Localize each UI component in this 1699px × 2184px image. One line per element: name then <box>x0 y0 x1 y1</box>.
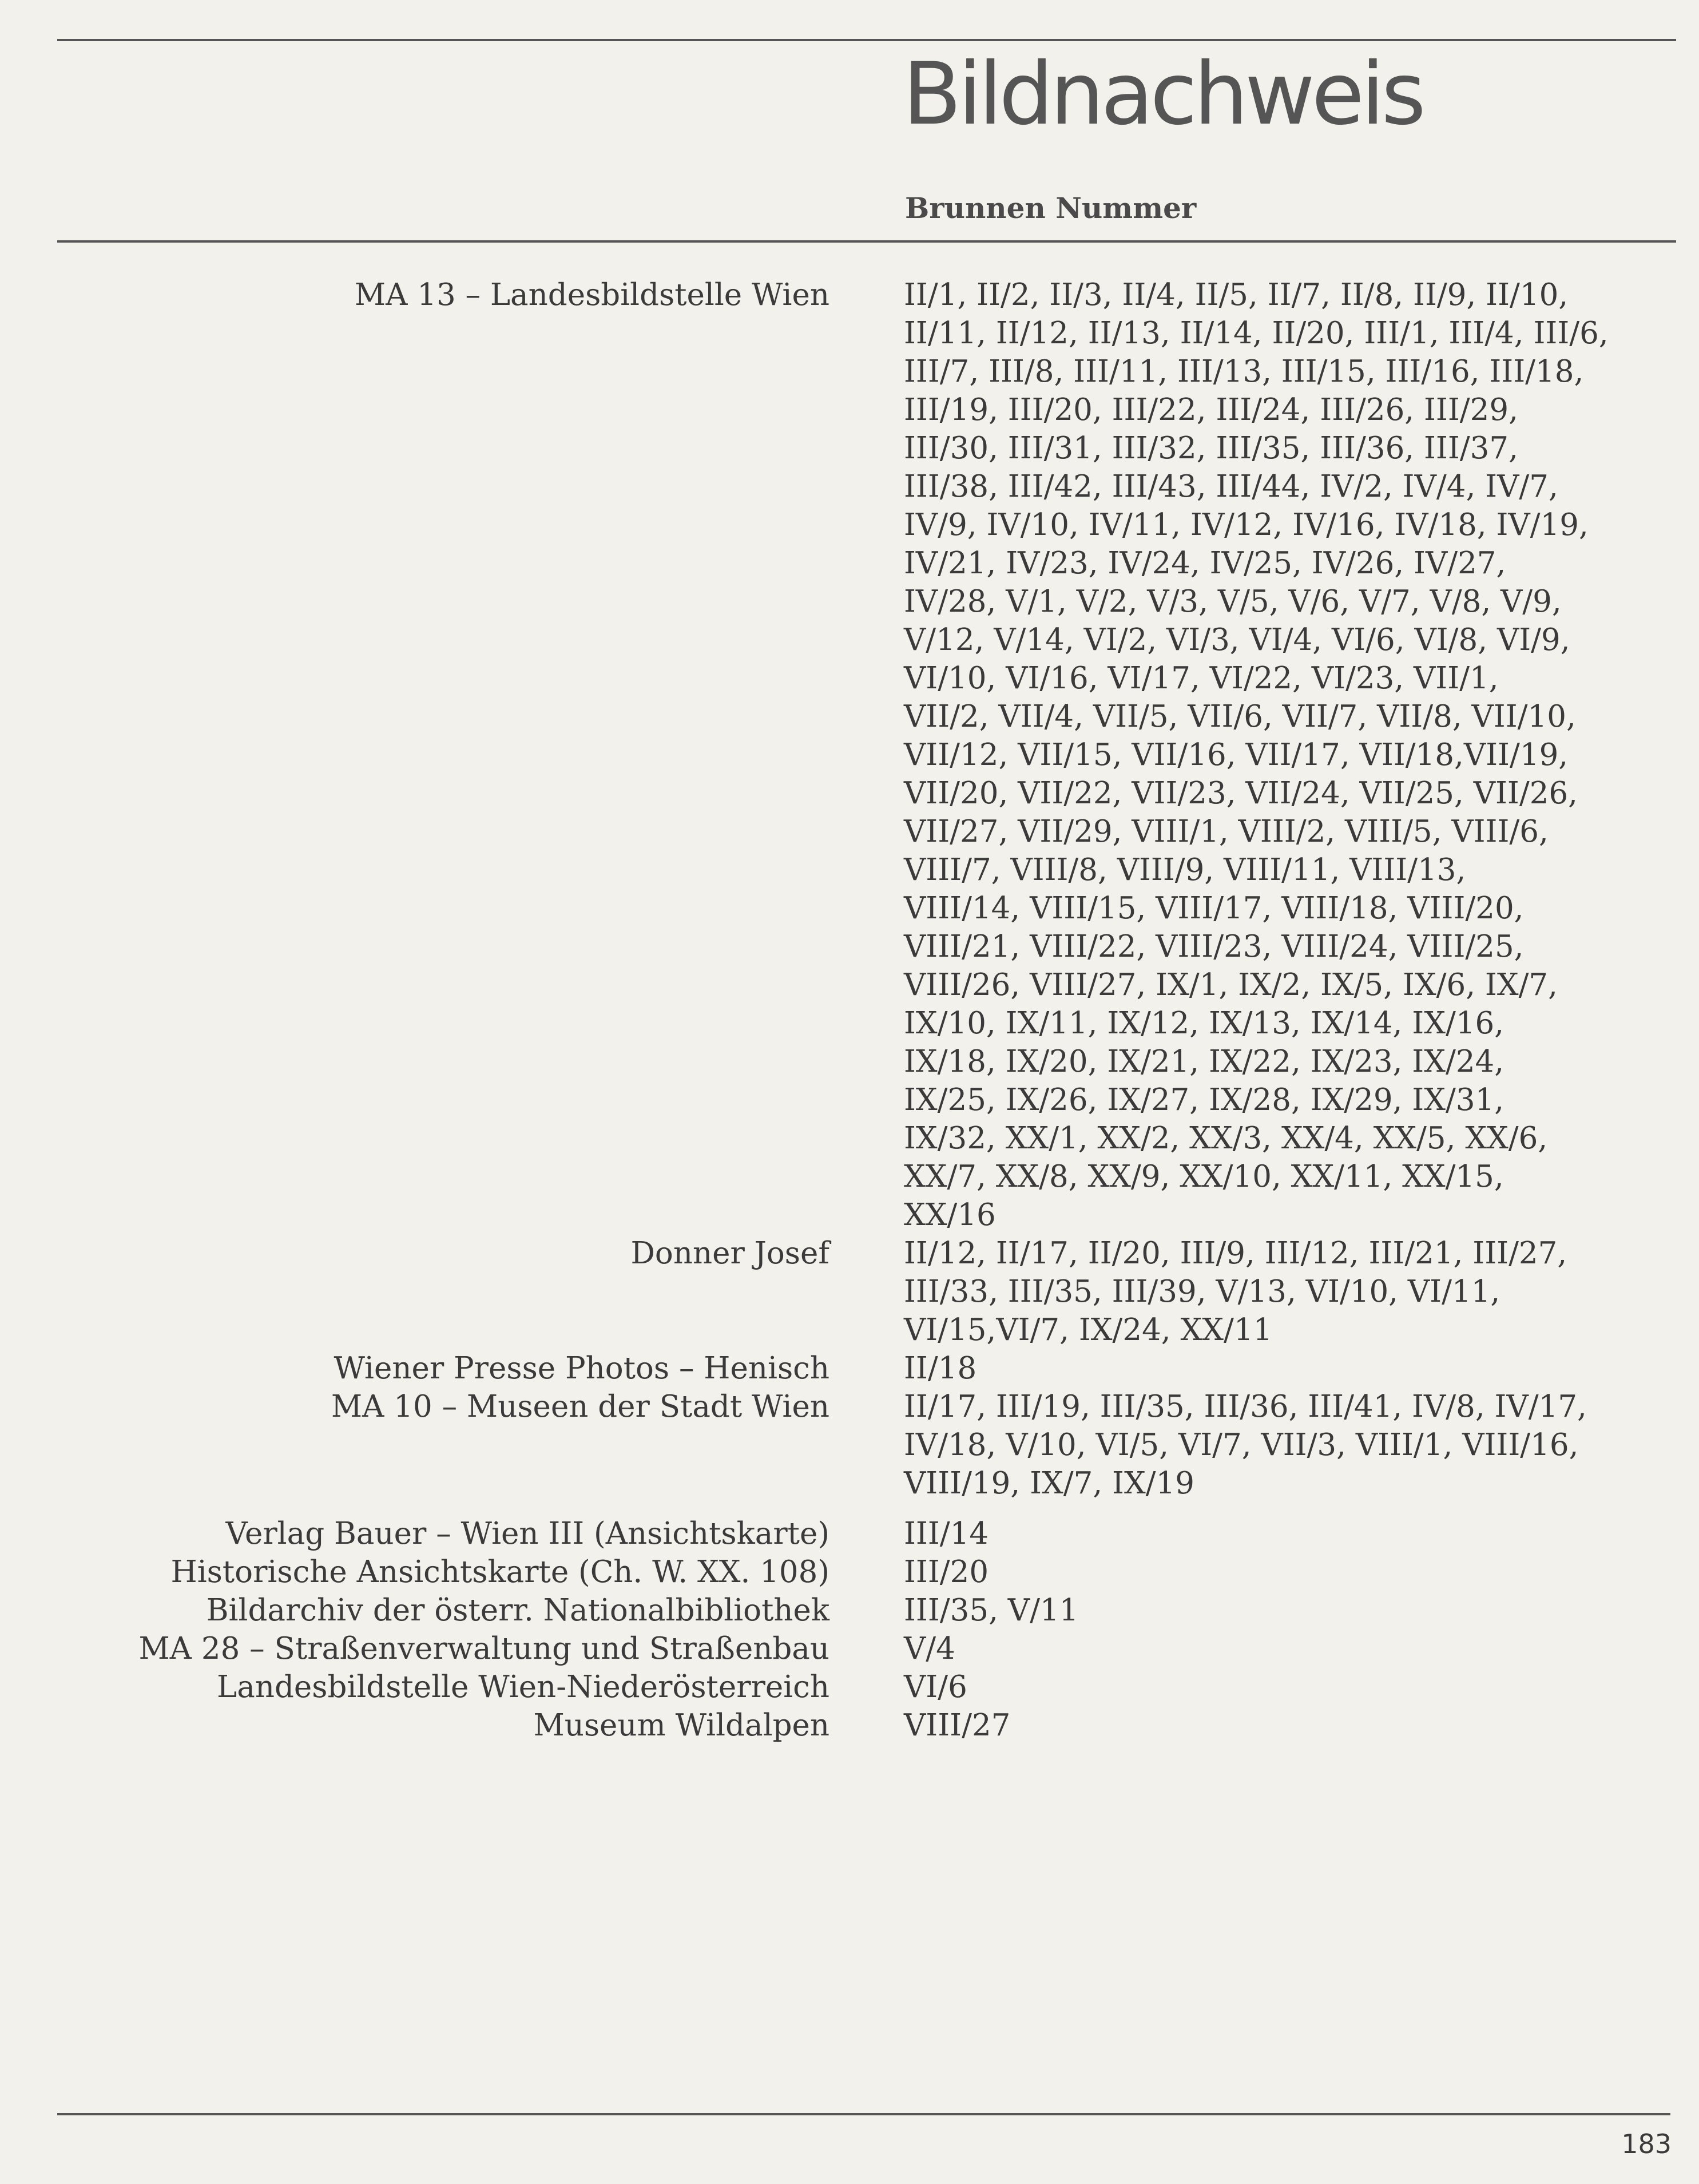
fountain-numbers-line: II/1, II/2, II/3, II/4, II/5, II/7, II/8, II/9, II/10, <box>904 278 1569 312</box>
fountain-numbers-line: III/38, III/42, III/43, III/44, IV/2, IV/4, IV/7, <box>904 469 1558 504</box>
column-header: Brunnen Nummer <box>905 191 1197 225</box>
fountain-numbers-line: VIII/7, VIII/8, VIII/9, VIII/11, VIII/13, <box>904 853 1466 887</box>
fountain-numbers-line: IX/10, IX/11, IX/12, IX/13, IX/14, IX/16, <box>904 1006 1505 1041</box>
fountain-numbers-line: V/12, V/14, VI/2, VI/3, VI/4, VI/6, VI/8, VI/9, <box>904 623 1570 657</box>
credit-source: MA 10 – Museen der Stadt Wien <box>331 1389 829 1424</box>
fountain-numbers-line: III/7, III/8, III/11, III/13, III/15, III/16, III/18, <box>904 354 1584 389</box>
fountain-numbers-line: VI/10, VI/16, VI/17, VI/22, VI/23, VII/1, <box>904 661 1499 696</box>
fountain-numbers-line: VII/20, VII/22, VII/23, VII/24, VII/25, VII/26, <box>904 776 1578 811</box>
fountain-numbers-line: III/20 <box>904 1555 989 1590</box>
credit-source: MA 28 – Straßenverwaltung und Straßenbau <box>138 1631 829 1666</box>
fountain-numbers-line: VI/15,VI/7, IX/24, XX/11 <box>904 1313 1273 1347</box>
fountain-numbers-line: IV/21, IV/23, IV/24, IV/25, IV/26, IV/27, <box>904 546 1506 581</box>
fountain-numbers-line: VIII/26, VIII/27, IX/1, IX/2, IX/5, IX/6, IX/7, <box>904 968 1558 1002</box>
fountain-numbers-line: IV/28, V/1, V/2, V/3, V/5, V/6, V/7, V/8, V/9, <box>904 584 1562 619</box>
credit-source: Verlag Bauer – Wien III (Ansichtskarte) <box>225 1516 829 1551</box>
fountain-numbers-line: VI/6 <box>904 1670 967 1705</box>
page-title: Bildnachweis <box>903 45 1423 144</box>
fountain-numbers <box>904 1515 1682 1553</box>
fountain-numbers-line: XX/7, XX/8, XX/9, XX/10, XX/11, XX/15, <box>904 1159 1504 1194</box>
fountain-numbers-line: VII/12, VII/15, VII/16, VII/17, VII/18,VII/19, <box>904 738 1569 772</box>
fountain-numbers-line: XX/16 <box>904 1198 996 1232</box>
fountain-numbers-line: VIII/19, IX/7, IX/19 <box>904 1466 1194 1501</box>
fountain-numbers-line: III/30, III/31, III/32, III/35, III/36, III/37, <box>904 431 1518 466</box>
fountain-numbers-line: II/17, III/19, III/35, III/36, III/41, IV/8, IV/17, <box>904 1389 1587 1424</box>
fountain-numbers <box>904 1349 1682 1388</box>
fountain-numbers-line: V/4 <box>904 1631 955 1666</box>
fountain-numbers <box>904 1388 1682 1503</box>
fountain-numbers-line: IX/18, IX/20, IX/21, IX/22, IX/23, IX/24, <box>904 1044 1505 1079</box>
fountain-numbers-line: IX/25, IX/26, IX/27, IX/28, IX/29, IX/31, <box>904 1083 1505 1117</box>
footer-rule <box>57 2113 1670 2115</box>
fountain-numbers-line: II/18 <box>904 1351 977 1386</box>
credit-source: Wiener Presse Photos – Henisch <box>334 1351 829 1386</box>
fountain-numbers-line: III/35, V/11 <box>904 1593 1079 1628</box>
top-rule <box>57 39 1676 41</box>
fountain-numbers-line: II/11, II/12, II/13, II/14, II/20, III/1, III/4, III/6, <box>904 316 1609 351</box>
fountain-numbers <box>904 1553 1682 1591</box>
fountain-numbers-line: VII/2, VII/4, VII/5, VII/6, VII/7, VII/8, VII/10, <box>904 699 1576 734</box>
header-rule <box>57 240 1676 243</box>
fountain-numbers-line: III/33, III/35, III/39, V/13, VI/10, VI/11, <box>904 1274 1500 1309</box>
fountain-numbers-line: IV/18, V/10, VI/5, VI/7, VII/3, VIII/1, VIII/16, <box>904 1428 1579 1462</box>
page-number: 183 <box>1621 2128 1672 2159</box>
fountain-numbers <box>904 1668 1682 1706</box>
credit-source: Landesbildstelle Wien-Niederösterreich <box>217 1670 829 1705</box>
fountain-numbers-line: VIII/27 <box>904 1708 1011 1743</box>
credit-source: MA 13 – Landesbildstelle Wien <box>354 278 829 312</box>
fountain-numbers <box>904 276 1682 1234</box>
fountain-numbers-line: VIII/14, VIII/15, VIII/17, VIII/18, VIII/20, <box>904 891 1524 926</box>
credit-source: Bildarchiv der österr. Nationalbibliothek <box>206 1593 829 1628</box>
fountain-numbers <box>904 1706 1682 1745</box>
credit-source: Historische Ansichtskarte (Ch. W. XX. 108) <box>170 1555 829 1590</box>
fountain-numbers-line: IV/9, IV/10, IV/11, IV/12, IV/16, IV/18, IV/19, <box>904 508 1589 542</box>
fountain-numbers-line: II/12, II/17, II/20, III/9, III/12, III/21, III/27, <box>904 1236 1567 1271</box>
credit-source: Museum Wildalpen <box>533 1708 829 1743</box>
fountain-numbers-line: VII/27, VII/29, VIII/1, VIII/2, VIII/5, VIII/6, <box>904 814 1549 849</box>
fountain-numbers <box>904 1630 1682 1668</box>
fountain-numbers-line: III/14 <box>904 1516 989 1551</box>
fountain-numbers-line: IX/32, XX/1, XX/2, XX/3, XX/4, XX/5, XX/6, <box>904 1121 1548 1156</box>
fountain-numbers-line: III/19, III/20, III/22, III/24, III/26, III/29, <box>904 393 1518 427</box>
fountain-numbers <box>904 1591 1682 1630</box>
fountain-numbers <box>904 1234 1682 1349</box>
fountain-numbers-line: VIII/21, VIII/22, VIII/23, VIII/24, VIII/25, <box>904 929 1524 964</box>
credit-source: Donner Josef <box>630 1236 829 1271</box>
